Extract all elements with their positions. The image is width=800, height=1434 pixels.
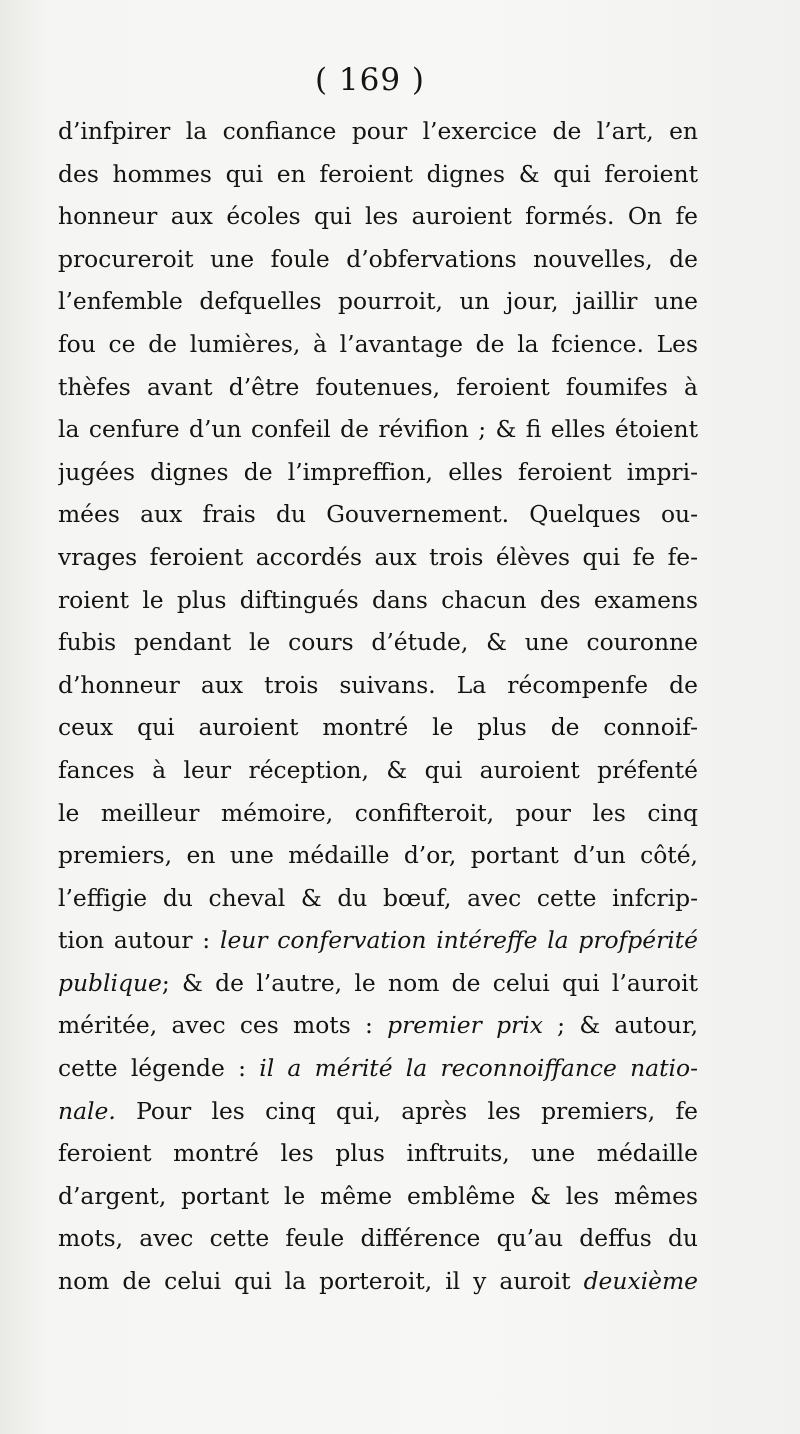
text-line bbox=[58, 962, 698, 1005]
text-line bbox=[58, 280, 698, 323]
text-line bbox=[58, 195, 698, 238]
text-line bbox=[58, 664, 698, 707]
text-segment: ; & de l’autre, le nom de celui qui l’auroit bbox=[161, 968, 698, 997]
text-line bbox=[58, 238, 698, 281]
text-segment: jugées dignes de l’impreffion, elles feroient impri- bbox=[58, 457, 698, 486]
text-line bbox=[58, 493, 698, 536]
text-segment: thèfes avant d’être foutenues, feroient foumifes à bbox=[58, 372, 698, 401]
text-line bbox=[58, 706, 698, 749]
text-segment: fances à leur réception, & qui auroient préfenté bbox=[58, 755, 698, 784]
text-line bbox=[58, 834, 698, 877]
italic-text: publique bbox=[58, 968, 162, 997]
text-segment: des hommes qui en feroient dignes & qui feroient bbox=[58, 159, 698, 188]
text-segment: roient le plus diftingués dans chacun des examens bbox=[58, 585, 698, 614]
text-line bbox=[58, 877, 698, 920]
text-line bbox=[58, 1175, 698, 1218]
text-line bbox=[58, 579, 698, 622]
text-segment: Pour les cinq qui, après les premiers, fe bbox=[115, 1096, 698, 1125]
text-segment: la cenfure d’un confeil de révifion ; & fi elles étoient bbox=[58, 415, 698, 444]
text-segment: d’infpirer la confiance pour l’exercice de l’art, en bbox=[58, 117, 698, 145]
text-line bbox=[58, 749, 698, 792]
text-segment: d’honneur aux trois suivans. La récompenfe de bbox=[58, 670, 698, 699]
text-line bbox=[58, 1090, 698, 1133]
body-text bbox=[58, 110, 698, 1303]
text-segment: méritée, avec ces mots : bbox=[58, 1011, 388, 1040]
text-line bbox=[58, 1217, 698, 1260]
text-line bbox=[58, 451, 698, 494]
text-line bbox=[58, 366, 698, 409]
italic-text: il a mérité la reconnoiffance natio- bbox=[259, 1054, 698, 1083]
text-line bbox=[58, 153, 698, 196]
text-segment: vrages feroient accordés aux trois élèves qui fe fe- bbox=[58, 542, 698, 571]
text-line bbox=[58, 919, 698, 962]
text-line bbox=[58, 792, 698, 835]
text-line bbox=[58, 1004, 698, 1047]
text-line bbox=[58, 408, 698, 451]
text-segment: nom de celui qui la porteroit, il y auroit bbox=[58, 1267, 584, 1296]
text-line bbox=[58, 110, 698, 153]
text-line bbox=[58, 323, 698, 366]
text-segment: l’effigie du cheval & du bœuf, avec cette infcrip- bbox=[58, 883, 698, 912]
text-segment: feroient montré les plus inftruits, une médaille bbox=[58, 1139, 698, 1168]
text-segment: procureroit une foule d’obfervations nouvelles, de bbox=[58, 244, 698, 273]
italic-text: premier prix bbox=[387, 1011, 543, 1040]
italic-text: nale. bbox=[58, 1096, 116, 1125]
text-segment: cette légende : bbox=[58, 1054, 260, 1083]
italic-text: leur confervation intéreffe la profpérité bbox=[219, 926, 698, 955]
text-segment: d’argent, portant le même emblême & les mêmes bbox=[58, 1181, 698, 1210]
text-segment: ceux qui auroient montré le plus de connoif- bbox=[58, 713, 698, 742]
italic-text: deuxième bbox=[583, 1267, 698, 1296]
text-line bbox=[58, 621, 698, 664]
text-segment: tion autour : bbox=[58, 926, 220, 955]
page-number: ( 169 ) bbox=[314, 62, 426, 98]
text-segment: mées aux frais du Gouvernement. Quelques ou- bbox=[58, 500, 698, 529]
text-segment: fubis pendant le cours d’étude, & une couronne bbox=[58, 628, 698, 657]
text-segment: premiers, en une médaille d’or, portant d’un côté, bbox=[58, 841, 698, 870]
text-line bbox=[58, 536, 698, 579]
text-segment: l’enfemble defquelles pourroit, un jour, jaillir une bbox=[58, 287, 698, 316]
text-segment: honneur aux écoles qui les auroient formés. On fe bbox=[58, 202, 698, 231]
text-segment: ; & autour, bbox=[542, 1011, 698, 1040]
text-line bbox=[58, 1260, 698, 1303]
text-line bbox=[58, 1132, 698, 1175]
text-segment: mots, avec cette feule différence qu’au deffus du bbox=[58, 1224, 698, 1253]
text-segment: le meilleur mémoire, confifteroit, pour les cinq bbox=[58, 798, 698, 827]
text-segment: fou ce de lumières, à l’avantage de la fcience. Les bbox=[58, 329, 698, 358]
text-line bbox=[58, 1047, 698, 1090]
